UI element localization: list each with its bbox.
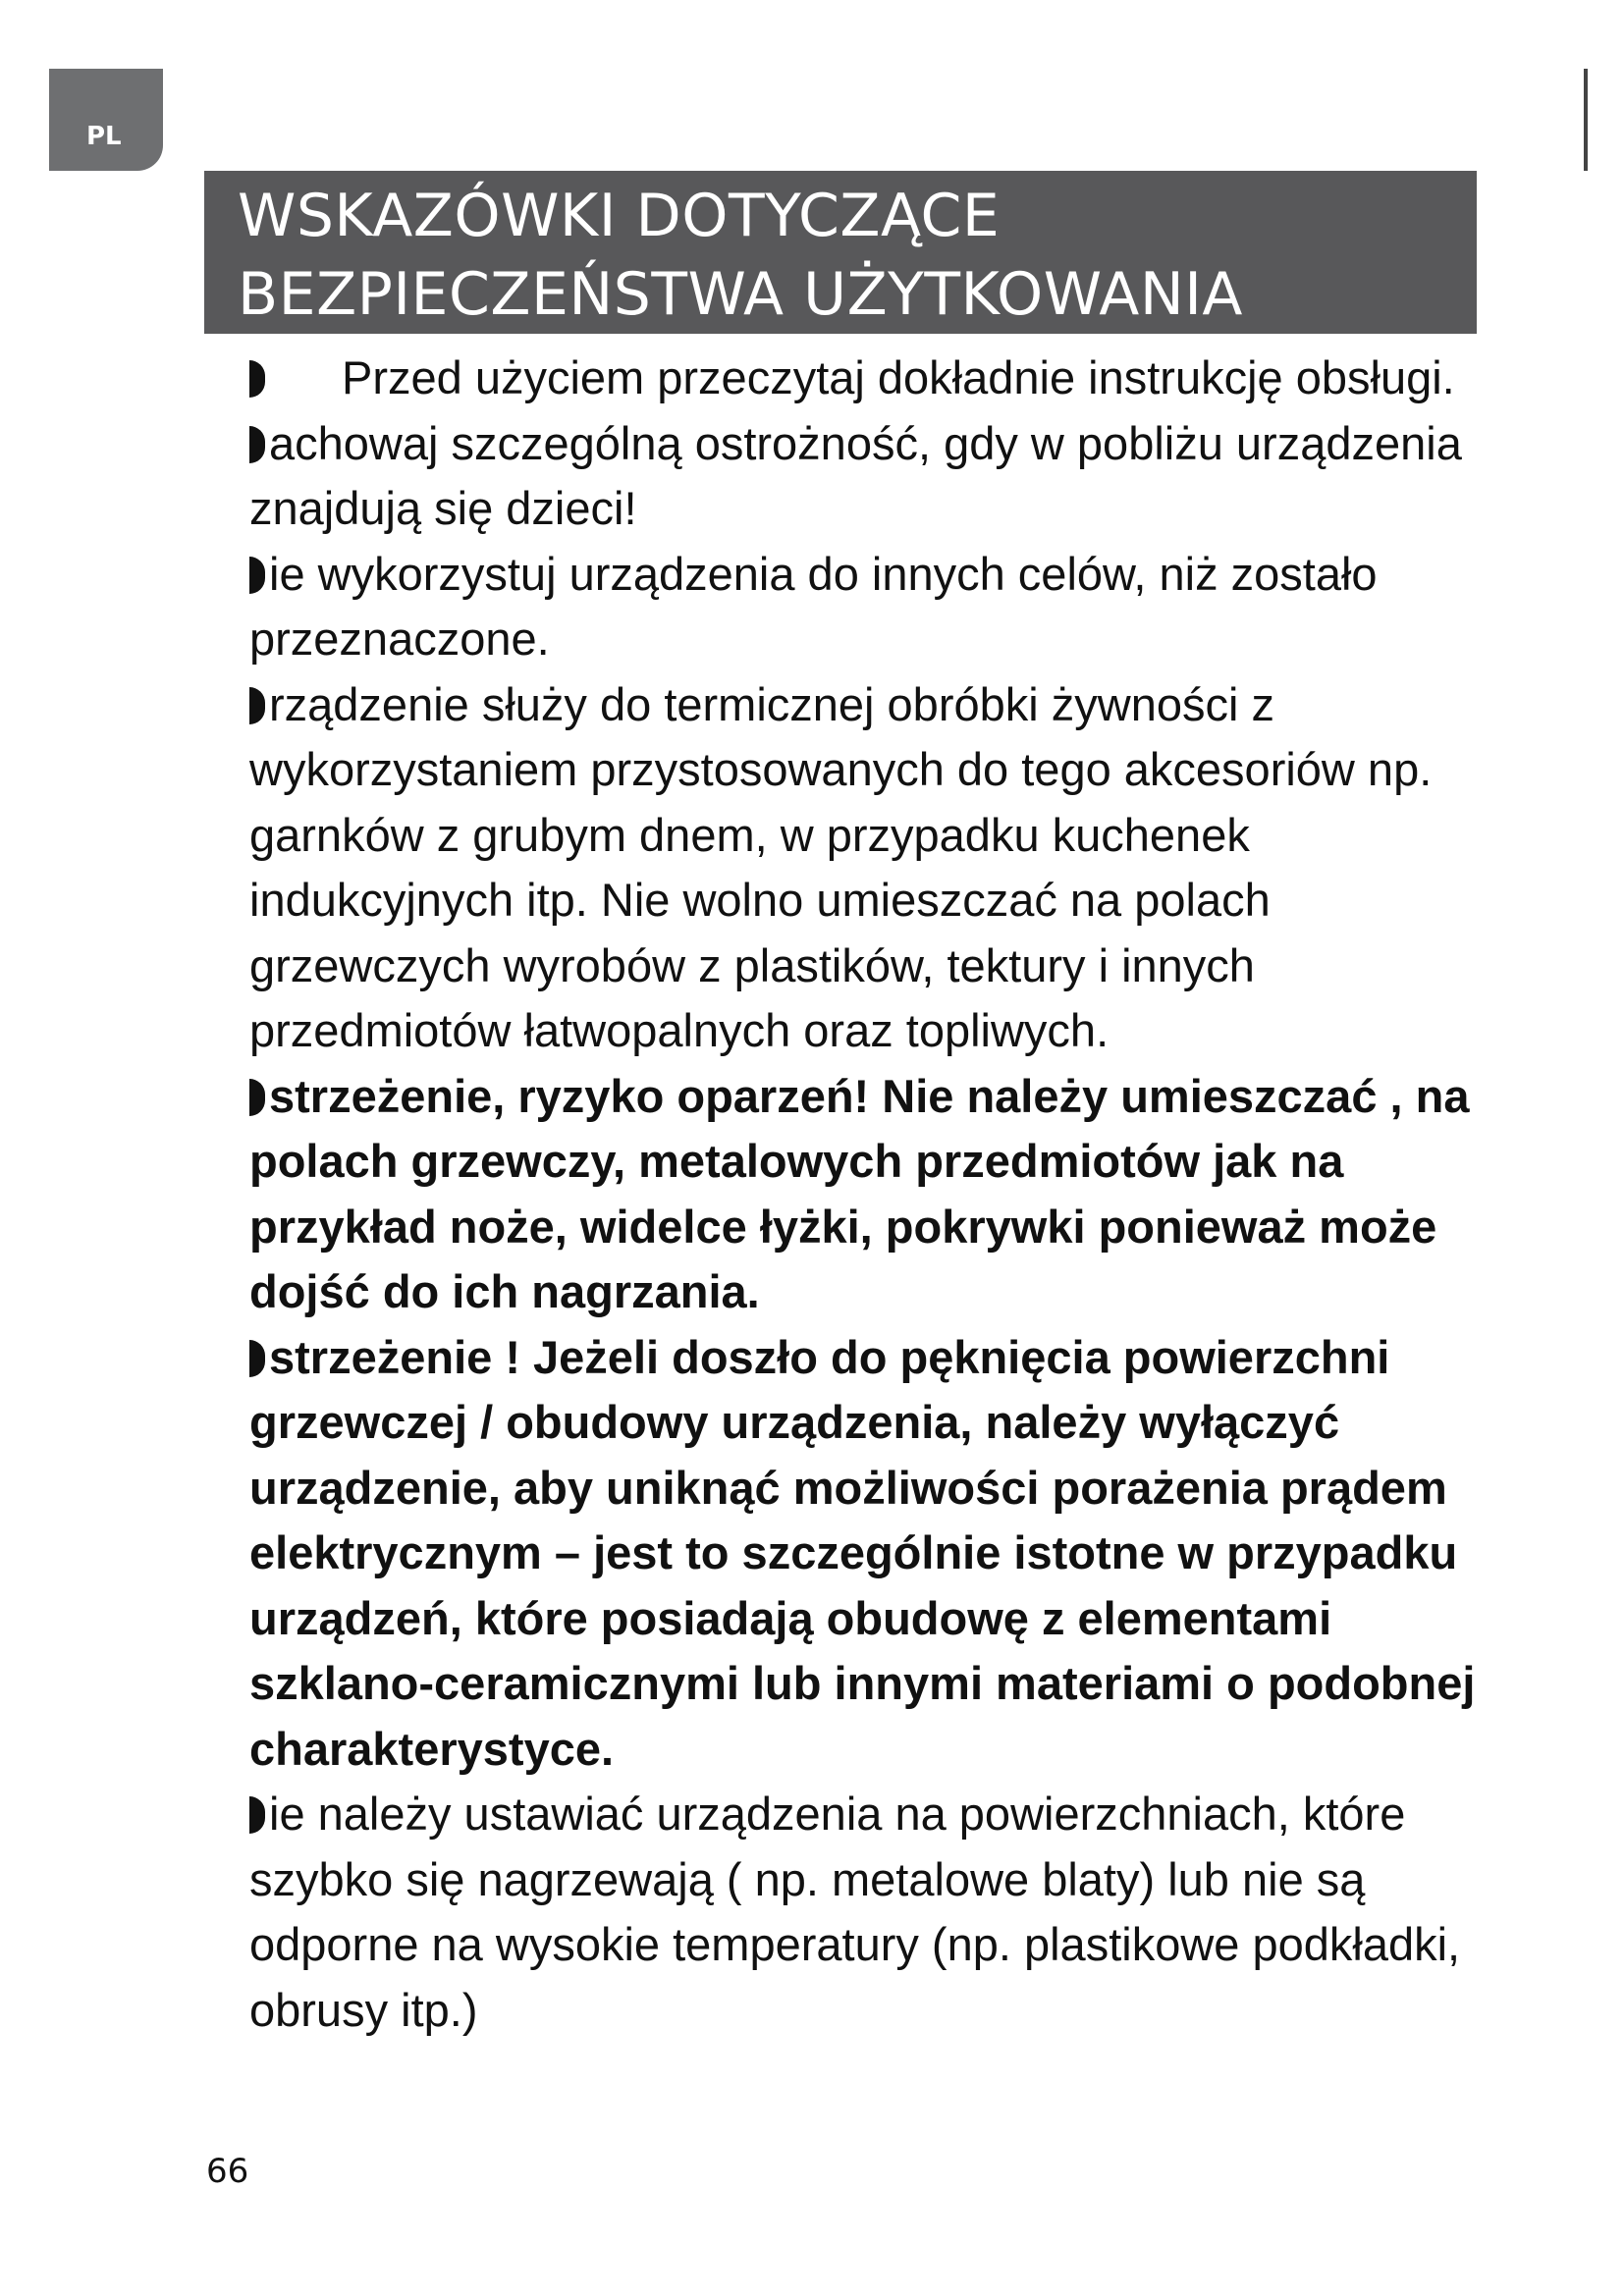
paragraph-text: Przed użyciem przeczytaj dokładnie instrukcję obsługi. (342, 351, 1455, 403)
bullet-icon (249, 1796, 265, 1834)
section-title-line-2: BEZPIECZEŃSTWA UŻYTKOWANIA (238, 260, 1243, 329)
warning-paragraph (249, 1325, 1516, 1783)
bullet-icon (249, 360, 265, 398)
bullet-icon (249, 426, 265, 463)
section-title-line-1: WSKAZÓWKI DOTYCZĄCE (238, 182, 1001, 250)
paragraph-text: ie należy ustawiać urządzenia na powierzchniach, które szybko się nagrzewają ( np. metalowe blaty) lub nie są odporne na wysokie temperatury (np. plastikowe podkładki, obrusy itp.) (249, 1788, 1461, 2036)
page-edge-line (1584, 69, 1588, 171)
paragraph (249, 1782, 1516, 2043)
page-number: 66 (206, 2152, 249, 2191)
bullet-icon (249, 1079, 265, 1116)
bullet-icon (249, 1340, 265, 1377)
paragraph-text: rządzenie służy do termicznej obróbki żywności z wykorzystaniem przystosowanych do tego akcesoriów np. garnków z grubym dnem, w przypadku kuchenek indukcyjnych itp. Nie wolno umieszczać na polach grzewczych wyrobów z plastików, tektury i innych przedmiotów łatwopalnych oraz topliwych. (249, 677, 1433, 1056)
safety-instructions-body (249, 346, 1516, 2043)
paragraph (249, 672, 1516, 1064)
paragraph-text: ie wykorzystuj urządzenia do innych celów, niż zostało przeznaczone. (249, 547, 1378, 665)
paragraph (249, 346, 1516, 411)
bullet-icon (249, 687, 265, 724)
paragraph-text: achowaj szczególną ostrożność, gdy w pobliżu urządzenia znajdują się dzieci! (249, 416, 1462, 534)
paragraph (249, 542, 1516, 672)
paragraph-text: strzeżenie ! Jeżeli doszło do pęknięcia powierzchni grzewczej / obudowy urządzenia, należy wyłączyć urządzenie, aby uniknąć możliwości porażenia prądem elektrycznym – jest to szczególnie istotne w przypadku urządzeń, które posiadają obudowę z elementami szklano-ceramicznymi lub innymi materiami o podobnej charakterystyce. (249, 1330, 1476, 1775)
language-tab (49, 69, 163, 171)
paragraph-text: strzeżenie, ryzyko oparzeń! Nie należy umieszczać , na polach grzewczy, metalowych przedmiotów jak na przykład noże, widelce łyżki, pokrywki ponieważ może dojść do ich nagrzania. (249, 1069, 1470, 1317)
paragraph (249, 411, 1516, 542)
warning-paragraph (249, 1064, 1516, 1325)
bullet-icon (249, 557, 265, 594)
language-label: PL (86, 122, 122, 151)
section-title-banner (204, 171, 1477, 334)
